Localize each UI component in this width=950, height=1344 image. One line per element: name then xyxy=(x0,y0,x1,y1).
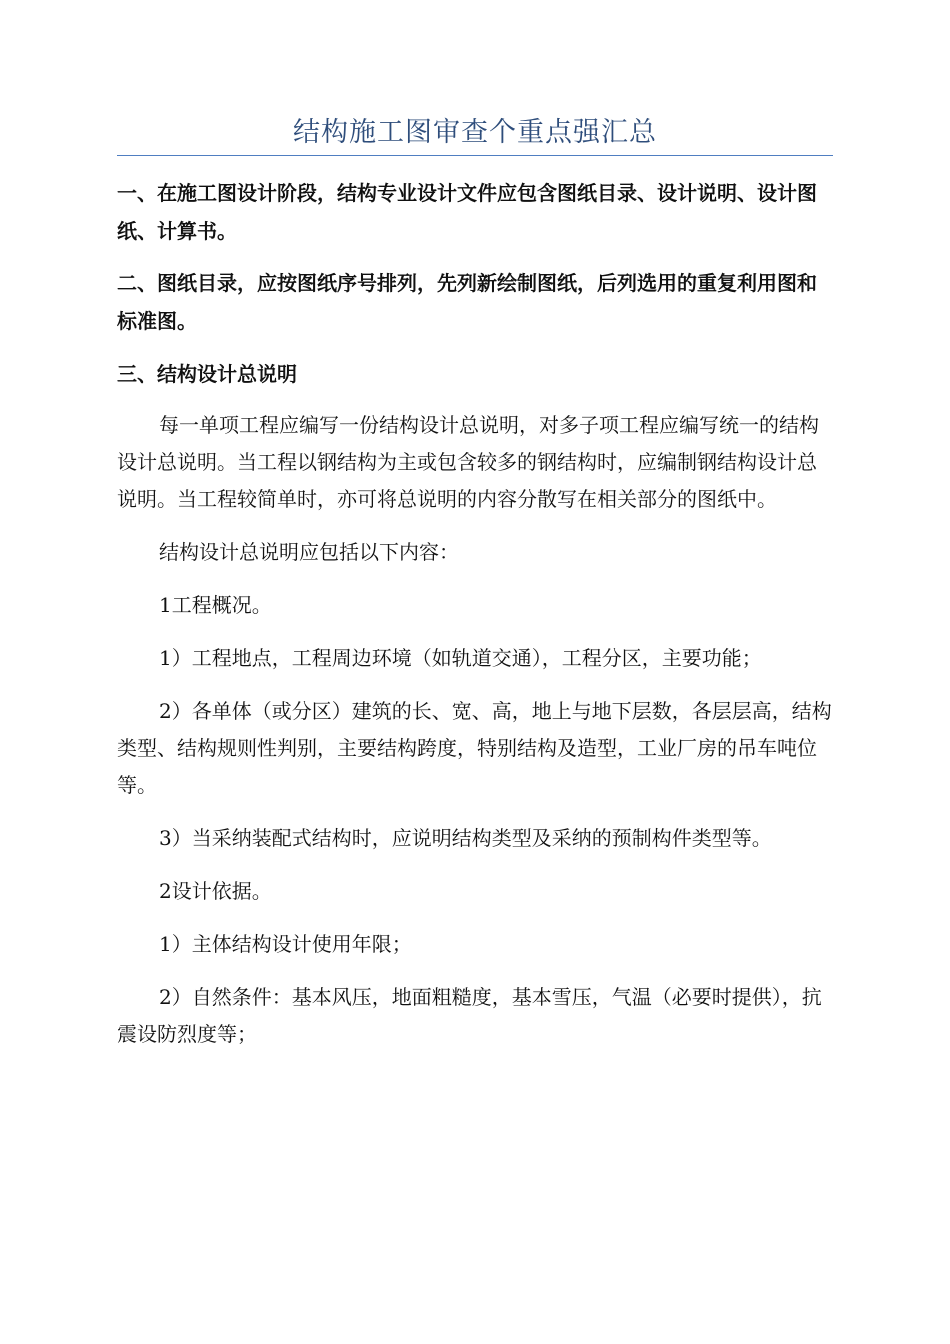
section-heading-1: 一、在施工图设计阶段，结构专业设计文件应包含图纸目录、设计说明、设计图纸、计算书。 xyxy=(117,181,817,243)
paragraph-subitem-3: 3）当采纳装配式结构时，应说明结构类型及采纳的预制构件类型等。 xyxy=(159,826,772,850)
paragraph-basis-subitem-1: 1）主体结构设计使用年限； xyxy=(159,932,412,956)
paragraph-general-note: 每一单项工程应编写一份结构设计总说明，对多子项工程应编写统一的结构设计总说明。当工程以钢结构为主或包含较多的钢结构时，应编制钢结构设计总说明。当工程较简单时，亦可将总说明的内容分散写在相关部分的图纸中。 xyxy=(117,413,819,511)
section-heading-2: 二、图纸目录，应按图纸序号排列，先列新绘制图纸，后列选用的重复利用图和标准图。 xyxy=(117,271,817,333)
paragraph-basis-subitem-2: 2）自然条件：基本风压，地面粗糙度，基本雪压，气温（必要时提供），抗震设防烈度等； xyxy=(117,985,822,1046)
document-title: 结构施工图审查个重点强汇总 xyxy=(293,117,657,148)
paragraph-item-design-basis: 2设计依据。 xyxy=(159,879,272,903)
title-underline xyxy=(117,155,833,156)
section-heading-3: 三、结构设计总说明 xyxy=(117,362,297,386)
paragraph-item-project-overview: 1工程概况。 xyxy=(159,593,272,617)
paragraph-contents-intro: 结构设计总说明应包括以下内容： xyxy=(159,540,459,564)
paragraph-subitem-1: 1）工程地点，工程周边环境（如轨道交通），工程分区，主要功能； xyxy=(159,646,762,670)
paragraph-subitem-2: 2）各单体（或分区）建筑的长、宽、高，地上与地下层数，各层层高，结构类型、结构规则性判别，主要结构跨度，特别结构及造型，工业厂房的吊车吨位等。 xyxy=(117,699,832,797)
